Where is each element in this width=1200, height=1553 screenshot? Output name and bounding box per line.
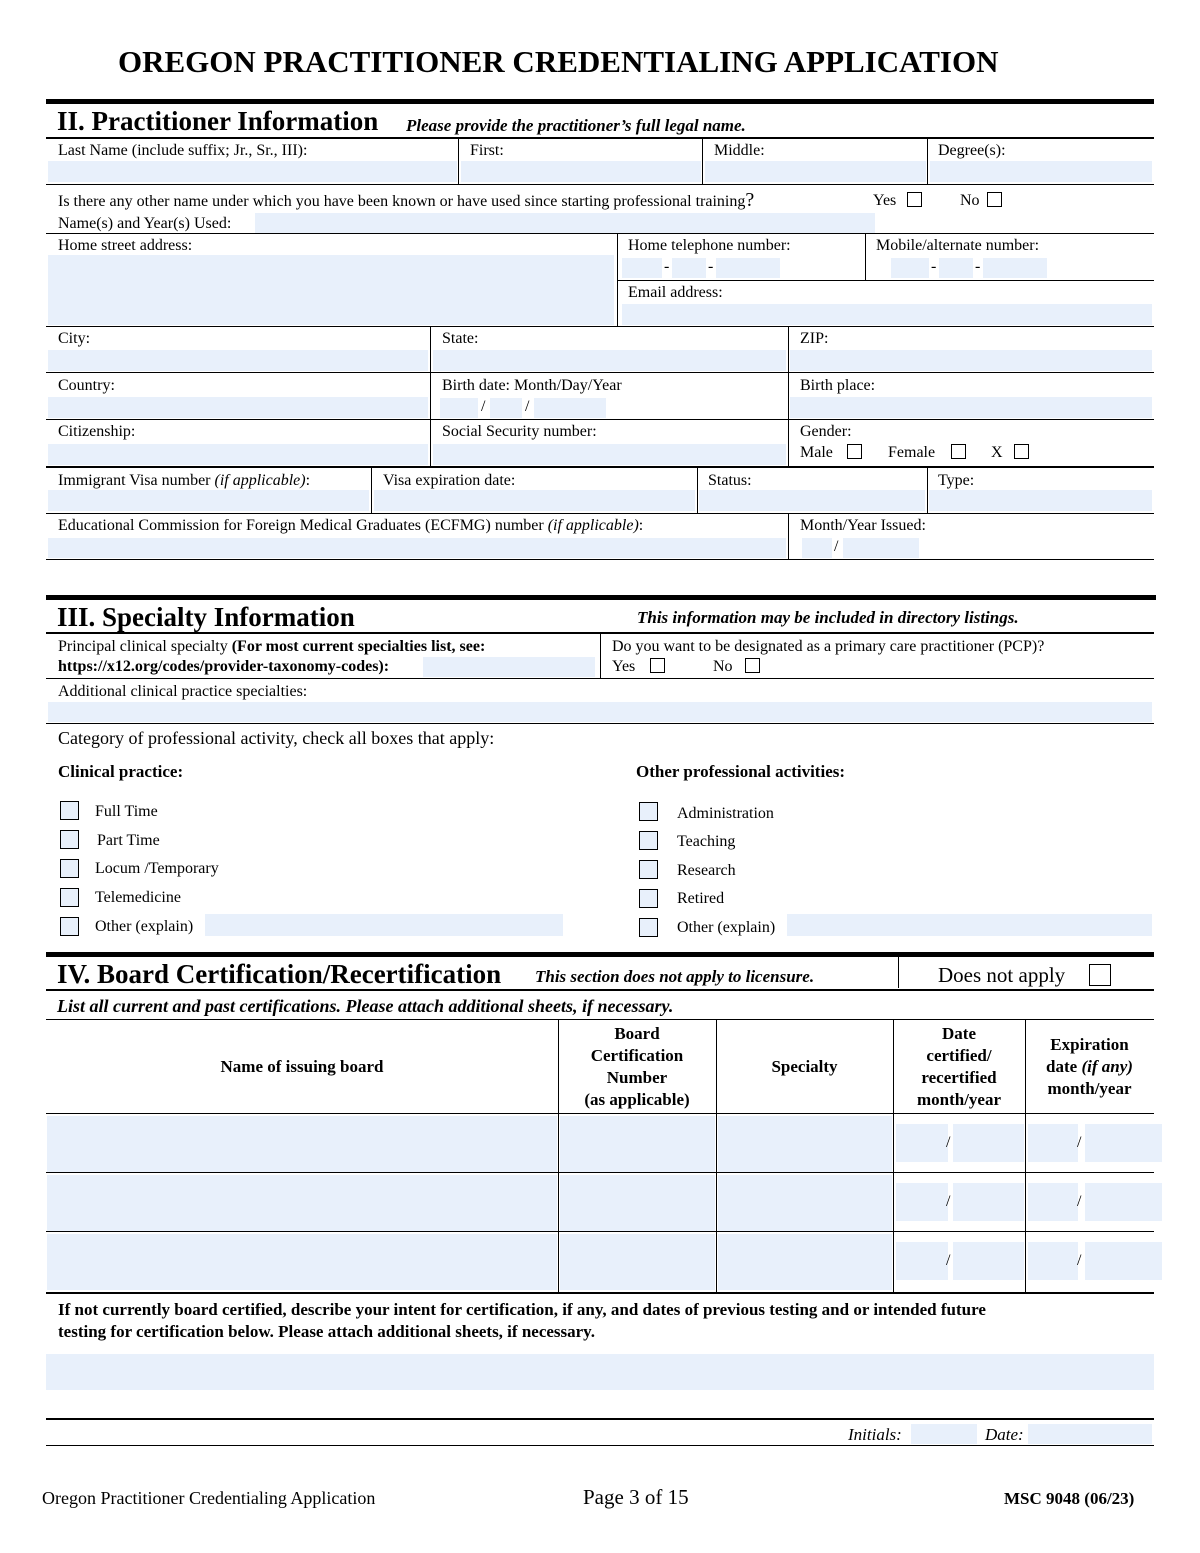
birth-date-label: Birth date: Month/Day/Year — [442, 377, 622, 394]
last-name-label: Last Name (include suffix; Jr., Sr., III): — [58, 142, 308, 159]
section-divider — [46, 952, 1154, 957]
last-name-input[interactable] — [48, 161, 457, 182]
clinical-other-checkbox[interactable] — [60, 917, 79, 936]
retired-label: Retired — [677, 890, 725, 907]
full-time-checkbox[interactable] — [60, 801, 79, 820]
mobile-prefix-input[interactable] — [939, 258, 973, 278]
intent-input[interactable] — [46, 1354, 1154, 1390]
issuing-board-input[interactable] — [47, 1234, 557, 1290]
home-phone-prefix-input[interactable] — [672, 258, 706, 278]
birth-place-label: Birth place: — [800, 377, 876, 394]
names-used-input[interactable] — [255, 213, 875, 233]
section-divider — [46, 595, 1156, 600]
gender-label: Gender: — [800, 423, 852, 440]
category-label: Category of professional activity, check all boxes that apply: — [58, 728, 495, 748]
specialty-input[interactable] — [718, 1234, 892, 1290]
section-iv-note: This section does not apply to licensure. — [535, 967, 815, 986]
specialty-input[interactable] — [718, 1175, 892, 1231]
ecfmg-label: Educational Commission for Foreign Medical Graduates (ECFMG) number (if applicable): — [58, 517, 644, 534]
date-certified-month-input[interactable] — [896, 1124, 948, 1162]
expiration-year-input[interactable] — [1085, 1124, 1162, 1162]
home-phone-label: Home telephone number: — [628, 237, 791, 254]
full-time-label: Full Time — [95, 803, 158, 820]
other-name-yes-checkbox[interactable] — [907, 192, 922, 207]
degrees-input[interactable] — [930, 161, 1152, 182]
mobile-line-input[interactable] — [983, 258, 1047, 278]
other-name-no-checkbox[interactable] — [987, 192, 1002, 207]
date-certified-year-input[interactable] — [953, 1183, 1024, 1221]
retired-checkbox[interactable] — [639, 889, 658, 908]
principal-specialty-url: https://x12.org/codes/provider-taxonomy-codes): — [58, 658, 390, 675]
status-input[interactable] — [699, 490, 925, 511]
degrees-label: Degree(s): — [938, 142, 1006, 159]
citizenship-label: Citizenship: — [58, 423, 136, 440]
expiration-month-input[interactable] — [1028, 1183, 1078, 1221]
col-header-expiration: Expiration date (if any) month/year — [1046, 1035, 1133, 1098]
research-checkbox[interactable] — [639, 860, 658, 879]
initials-label: Initials: — [848, 1425, 902, 1444]
city-input[interactable] — [48, 350, 428, 371]
ecfmg-issued-month-input[interactable] — [802, 538, 832, 558]
visa-expiration-label: Visa expiration date: — [383, 472, 516, 489]
zip-input[interactable] — [790, 350, 1152, 371]
first-name-label: First: — [470, 142, 504, 159]
visa-expiration-input[interactable] — [374, 490, 695, 511]
administration-label: Administration — [677, 805, 774, 822]
status-label: Status: — [708, 472, 752, 489]
other-name-no-label: No — [960, 192, 980, 209]
clinical-practice-heading: Clinical practice: — [58, 762, 184, 781]
birth-day-input[interactable] — [490, 398, 522, 418]
clinical-other-input[interactable] — [205, 914, 563, 936]
date-input[interactable] — [1028, 1424, 1152, 1444]
page-title: OREGON PRACTITIONER CREDENTIALING APPLICATION — [118, 44, 999, 79]
cert-number-input[interactable] — [560, 1116, 715, 1172]
visa-number-input[interactable] — [48, 490, 369, 511]
home-phone-area-input[interactable] — [622, 258, 662, 278]
type-input[interactable] — [929, 490, 1152, 511]
section-ii-note: Please provide the practitioner’s full legal name. — [406, 116, 746, 135]
additional-specialties-label: Additional clinical practice specialties: — [58, 683, 308, 700]
section-iv-heading: IV. Board Certification/Recertification — [57, 959, 502, 989]
country-input[interactable] — [48, 397, 428, 418]
section-ii-heading: II. Practitioner Information — [57, 106, 379, 136]
gender-female-label: Female — [888, 444, 936, 461]
home-phone-line-input[interactable] — [716, 258, 780, 278]
mobile-label: Mobile/alternate number: — [876, 237, 1040, 254]
col-header-date-certified: Date certified/ recertified month/year — [916, 1024, 1002, 1109]
pcp-yes-label: Yes — [612, 658, 636, 675]
date-label: Date: — [985, 1425, 1024, 1444]
birth-year-input[interactable] — [534, 398, 606, 418]
section-iii-heading: III. Specialty Information — [57, 602, 355, 632]
locum-temporary-checkbox[interactable] — [60, 859, 79, 878]
citizenship-input[interactable] — [48, 444, 428, 465]
gender-x-label: X — [991, 444, 1003, 461]
section-iii-note: This information may be included in directory listings. — [637, 608, 1019, 627]
home-address-label: Home street address: — [58, 237, 193, 254]
zip-label: ZIP: — [800, 330, 829, 347]
research-label: Research — [677, 862, 736, 879]
form-number: MSC 9048 (06/23) — [1004, 1489, 1135, 1508]
footer-title: Oregon Practitioner Credentialing Application — [42, 1488, 376, 1508]
pcp-yes-checkbox[interactable] — [650, 658, 665, 673]
part-time-label: Part Time — [97, 832, 160, 849]
col-header-issuing-board: Name of issuing board — [220, 1057, 384, 1076]
month-year-issued-label: Month/Year Issued: — [800, 517, 926, 534]
intent-instruction-line2: testing for certification below. Please attach additional sheets, if necessary. — [58, 1322, 595, 1341]
does-not-apply-label: Does not apply — [938, 963, 1066, 987]
telemedicine-label: Telemedicine — [95, 889, 181, 906]
cert-number-input[interactable] — [560, 1175, 715, 1231]
specialty-input[interactable] — [718, 1116, 892, 1172]
mobile-area-input[interactable] — [891, 258, 929, 278]
country-label: Country: — [58, 377, 115, 394]
email-input[interactable] — [622, 304, 1152, 325]
locum-temporary-label: Locum /Temporary — [95, 860, 219, 877]
other-activity-checkbox[interactable] — [639, 918, 658, 937]
expiration-month-input[interactable] — [1028, 1242, 1078, 1280]
col-header-cert-number: Board Certification Number (as applicable) — [584, 1024, 690, 1109]
initials-input[interactable] — [911, 1424, 977, 1444]
first-name-input[interactable] — [461, 161, 701, 182]
state-label: State: — [442, 330, 479, 347]
telemedicine-checkbox[interactable] — [60, 888, 79, 907]
type-label: Type: — [938, 472, 975, 489]
other-name-yes-label: Yes — [873, 192, 897, 209]
middle-name-label: Middle: — [714, 142, 765, 159]
does-not-apply-checkbox[interactable] — [1089, 964, 1111, 986]
gender-female-checkbox[interactable] — [951, 444, 966, 459]
page-number: Page 3 of 15 — [583, 1485, 689, 1509]
pcp-question: Do you want to be designated as a primary care practitioner (PCP)? — [612, 638, 1045, 655]
pcp-no-checkbox[interactable] — [745, 658, 760, 673]
visa-number-label: Immigrant Visa number (if applicable): — [58, 472, 311, 489]
issuing-board-input[interactable] — [47, 1116, 557, 1172]
gender-male-checkbox[interactable] — [847, 444, 862, 459]
pcp-no-label: No — [713, 658, 733, 675]
date-certified-month-input[interactable] — [896, 1183, 948, 1221]
ecfmg-issued-year-input[interactable] — [843, 538, 919, 558]
birth-place-input[interactable] — [790, 397, 1152, 418]
city-label: City: — [58, 330, 91, 347]
cert-number-input[interactable] — [560, 1234, 715, 1290]
part-time-checkbox[interactable] — [60, 830, 79, 849]
teaching-checkbox[interactable] — [639, 831, 658, 850]
email-label: Email address: — [628, 284, 723, 301]
ssn-label: Social Security number: — [442, 423, 597, 440]
administration-checkbox[interactable] — [639, 802, 658, 821]
teaching-label: Teaching — [677, 833, 736, 850]
ssn-input[interactable] — [433, 444, 786, 465]
expiration-month-input[interactable] — [1028, 1124, 1078, 1162]
additional-specialties-input[interactable] — [48, 702, 1152, 722]
date-certified-year-input[interactable] — [953, 1242, 1024, 1280]
birth-month-input[interactable] — [440, 398, 478, 418]
other-activities-heading: Other professional activities: — [636, 762, 846, 781]
clinical-other-label: Other (explain) — [95, 918, 194, 935]
gender-male-label: Male — [800, 444, 833, 461]
col-header-specialty: Specialty — [771, 1057, 838, 1076]
names-used-label: Name(s) and Year(s) Used: — [58, 215, 232, 232]
principal-specialty-label: Principal clinical specialty (For most current specialties list, see: — [58, 638, 486, 655]
other-activity-input[interactable] — [787, 914, 1152, 936]
middle-name-input[interactable] — [705, 161, 926, 182]
section-divider — [46, 99, 1154, 104]
home-address-input[interactable] — [48, 255, 614, 325]
expiration-year-input[interactable] — [1085, 1242, 1162, 1280]
certifications-list-note: List all current and past certifications. Please attach additional sheets, if necessary. — [57, 996, 674, 1016]
date-certified-year-input[interactable] — [953, 1124, 1024, 1162]
date-certified-month-input[interactable] — [896, 1242, 948, 1280]
other-activity-label: Other (explain) — [677, 919, 776, 936]
state-input[interactable] — [433, 350, 786, 371]
ecfmg-input[interactable] — [48, 538, 786, 558]
principal-specialty-input[interactable] — [423, 657, 595, 677]
issuing-board-input[interactable] — [47, 1175, 557, 1231]
expiration-year-input[interactable] — [1085, 1183, 1162, 1221]
gender-x-checkbox[interactable] — [1014, 444, 1029, 459]
other-name-question: Is there any other name under which you have been known or have used since starting professional training? — [58, 189, 755, 211]
intent-instruction-line1: If not currently board certified, describe your intent for certification, if any, and dates of previous testing and or intended future — [58, 1300, 986, 1319]
